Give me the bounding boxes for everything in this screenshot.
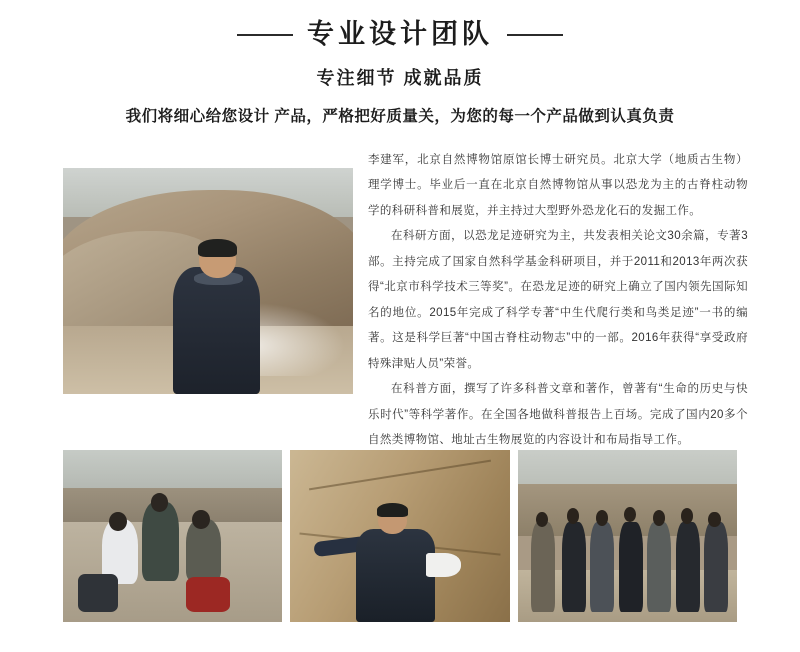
portrait-artwork <box>63 168 353 394</box>
gallery-1-artwork <box>63 450 282 622</box>
profile-section <box>0 148 800 447</box>
photo-gallery <box>0 450 800 622</box>
header <box>0 0 800 126</box>
bio-paragraph: 在科研方面，以恐龙足迹研究为主，共发表相关论文30余篇，专著3部。主持完成了国家自然科学基金科研项目，并于2011和2013年两次获得“北京市科学技术三等奖”。在恐龙足迹的研究上确立了国内领先国际知名的地位。2015年完成了科学专著“中生代爬行类和鸟类足迹”一书的编著。这是科学巨著“中国古脊柱动物志”中的一部。2016年获得“享受政府特殊津贴人员”荣誉。 <box>368 230 748 370</box>
gallery-photo-2 <box>290 450 509 622</box>
gallery-3-person-body <box>704 522 728 611</box>
title-rule-left <box>237 34 293 36</box>
gallery-1-person-b-head <box>151 493 169 512</box>
gallery-3-person-head <box>708 512 720 527</box>
title-row <box>0 20 800 50</box>
portrait-person-body <box>173 267 260 394</box>
gallery-1-red-bag <box>186 577 230 611</box>
gallery-2-artwork <box>290 450 509 622</box>
page-lead: 我们将细心给您设计 产品，严格把好质量关，为您的每一个产品做到认真负责 <box>125 107 675 125</box>
gallery-3-artwork <box>518 450 737 622</box>
gallery-1-person-a-head <box>109 512 127 531</box>
gallery-2-person-body <box>356 529 435 622</box>
gallery-3-person-body <box>562 522 586 611</box>
gallery-2-person-hair <box>377 503 408 517</box>
bio-paragraph: 在科普方面，撰写了许多科普文章和著作，曾著有“生命的历史与快乐时代”等科学著作。在全国各地做科普报告上百场。完成了国内20多个自然类博物馆、地址古生物展览的内容设计和布局指导工作。 <box>368 383 748 447</box>
title-rule-right <box>507 34 563 36</box>
gallery-photo-3 <box>518 450 737 622</box>
page-title: 专业设计团队 <box>307 19 493 49</box>
portrait-photo <box>63 168 353 394</box>
gallery-3-person-body <box>676 522 700 611</box>
gallery-3-person-body <box>531 522 555 611</box>
gallery-3-person-body <box>619 522 643 611</box>
gallery-3-person-head <box>596 510 608 525</box>
gallery-1-backpack <box>78 574 117 612</box>
bio-text <box>368 148 748 454</box>
gallery-3-person-body <box>647 522 671 611</box>
gallery-3-person-body <box>590 522 614 611</box>
bio-paragraph: 李建军，北京自然博物馆原馆长博士研究员。北京大学（地质古生物）理学博士。毕业后一直在北京自然博物馆从事以恐龙为主的古脊柱动物学的科研科普和展览，并主持过大型野外恐龙化石的发掘工作。 <box>368 153 748 217</box>
gallery-1-person-b-body <box>142 502 179 581</box>
portrait-person-hair <box>198 239 237 257</box>
gallery-3-person-head <box>681 508 693 523</box>
gallery-2-megaphone <box>426 553 461 577</box>
gallery-photo-1 <box>63 450 282 622</box>
page-subtitle: 专注细节 成就品质 <box>316 67 484 88</box>
gallery-3-person-head <box>567 508 579 523</box>
gallery-3-person-head <box>653 510 665 525</box>
gallery-1-person-c-head <box>192 510 210 529</box>
